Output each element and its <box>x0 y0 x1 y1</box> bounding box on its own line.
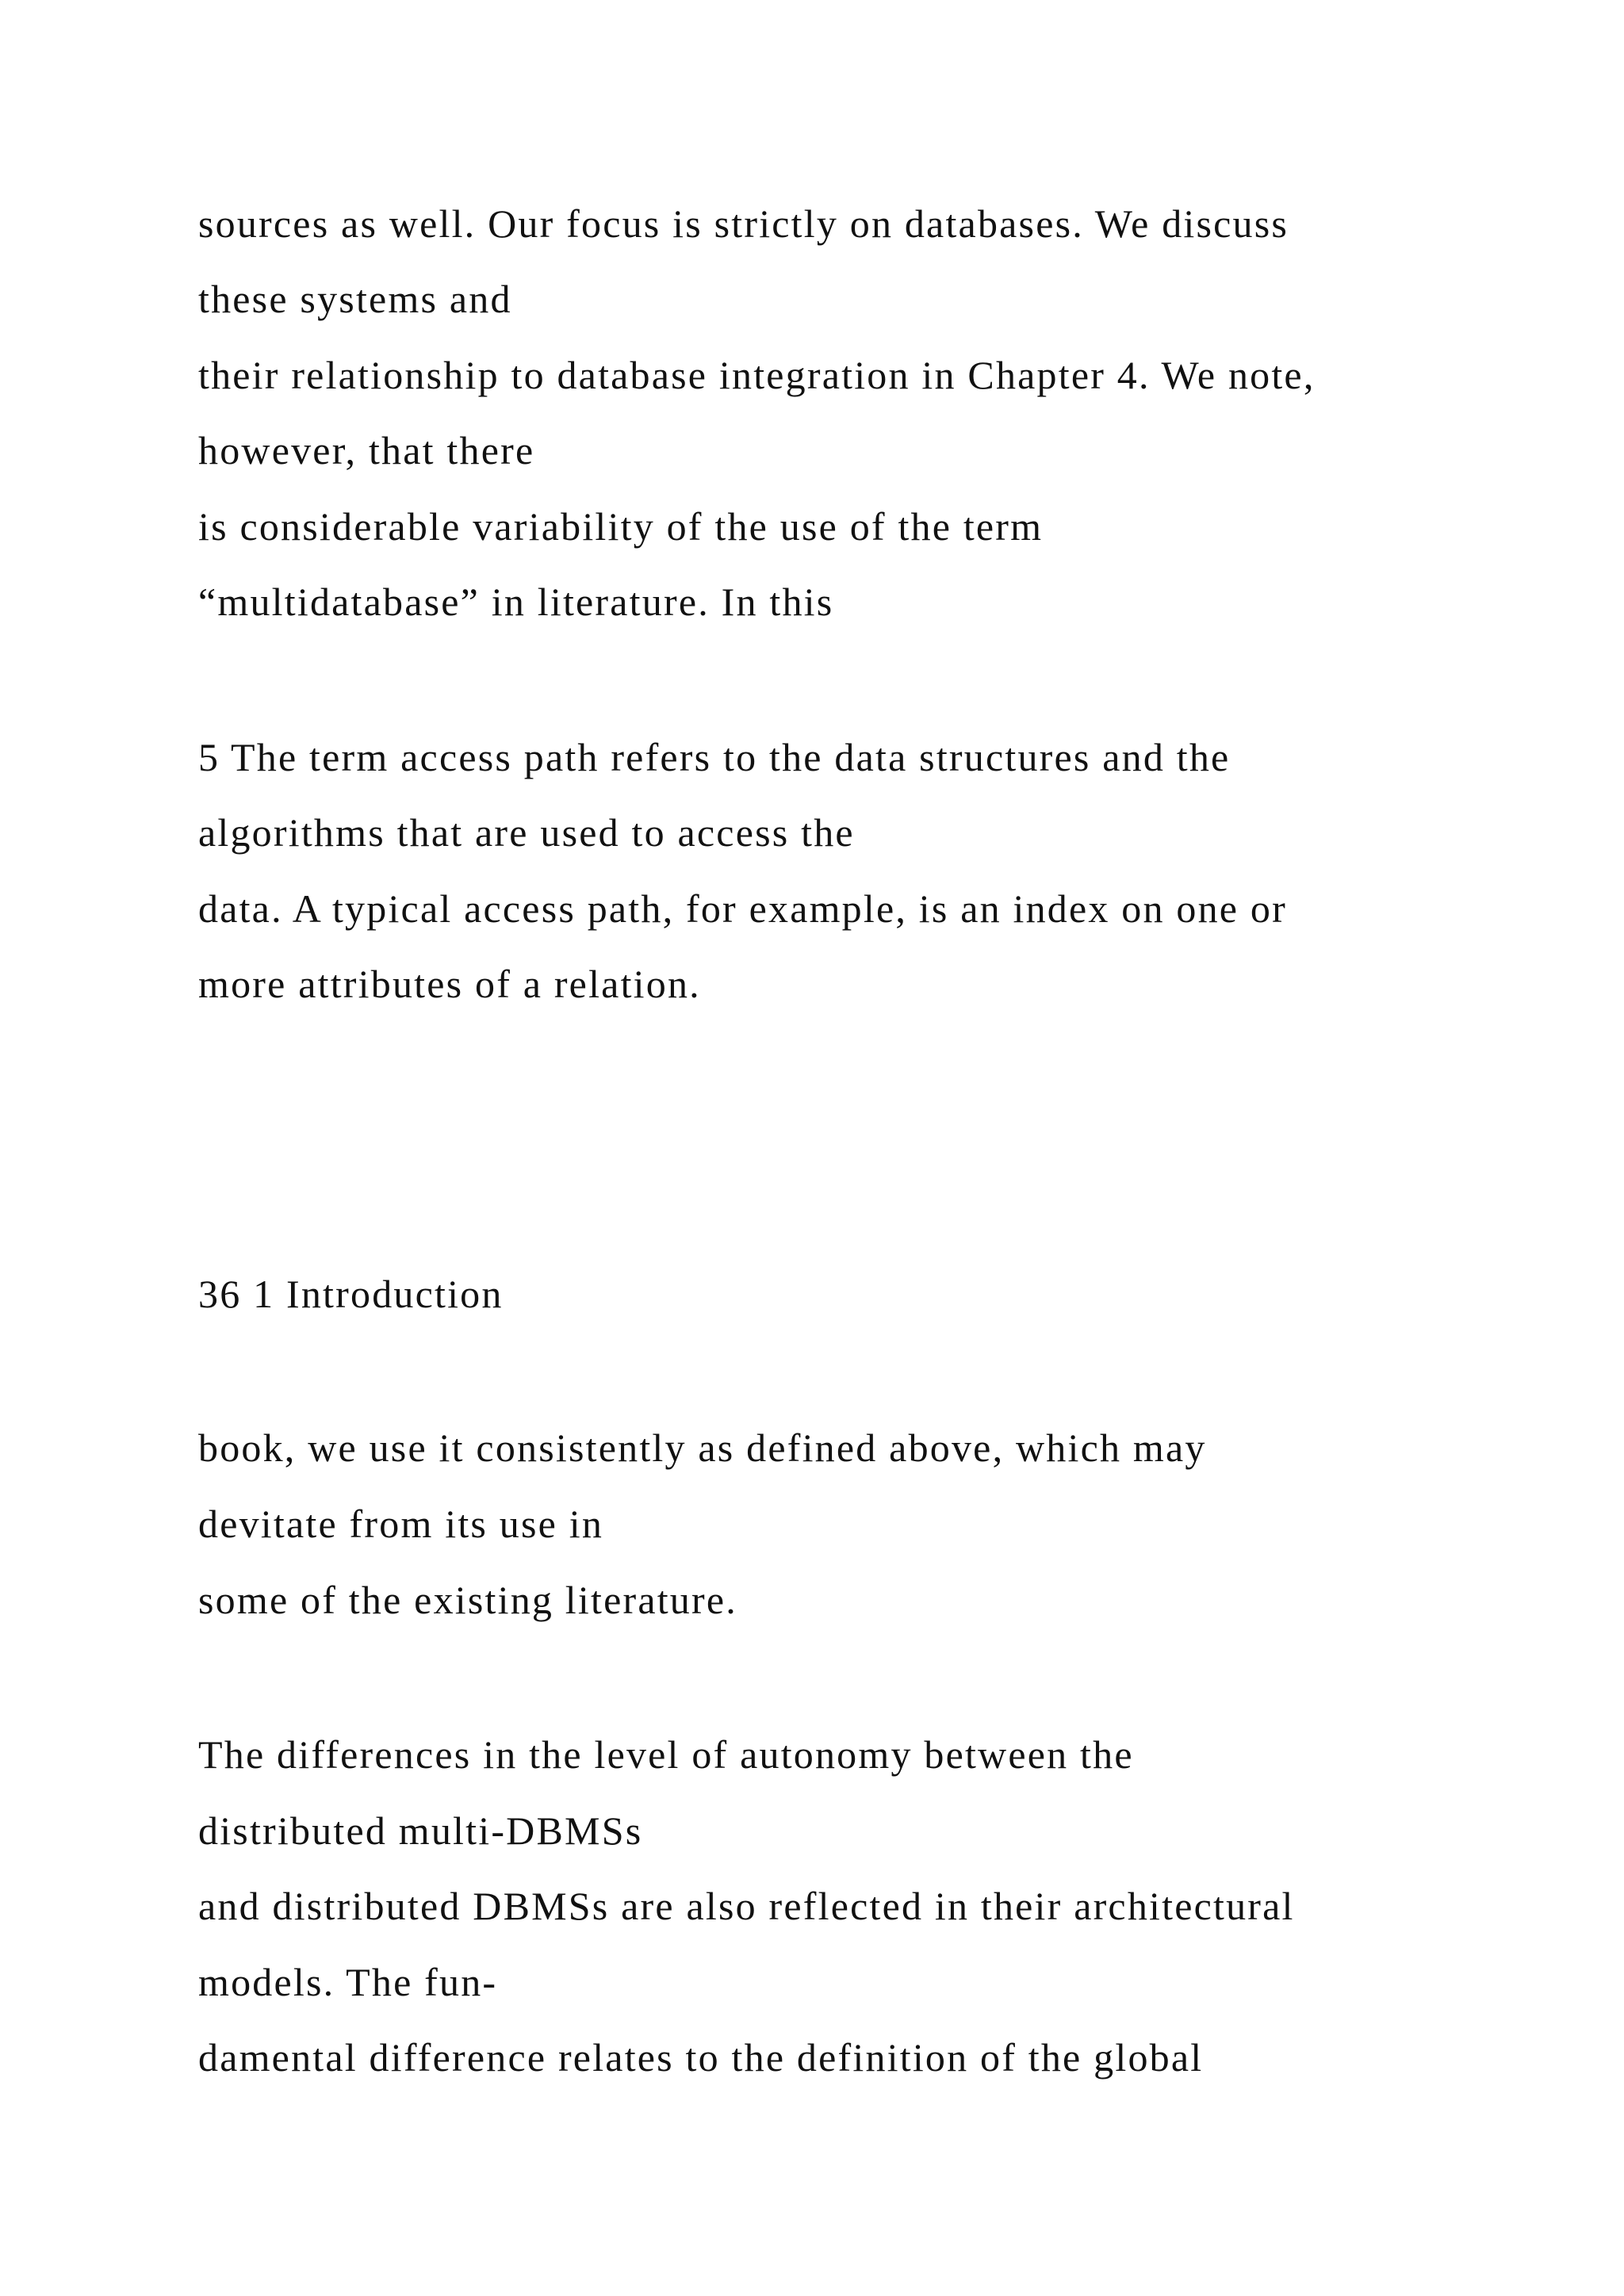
text-line: The differences in the level of autonomy between the <box>198 1732 1134 1777</box>
text-line: some of the existing literature. <box>198 1578 737 1622</box>
footnote-line: 5 The term access path refers to the data structures and the <box>198 735 1231 779</box>
footnote-line: more attributes of a relation. <box>198 962 701 1006</box>
text-line: is considerable variability of the use of the term <box>198 504 1044 549</box>
text-line: their relationship to database integration in Chapter 4. We note, <box>198 353 1316 397</box>
text-line: distributed multi-DBMSs <box>198 1808 643 1853</box>
footnote-line: algorithms that are used to access the <box>198 810 855 855</box>
text-line: book, we use it consistently as defined above, which may <box>198 1425 1207 1470</box>
footnote-line: data. A typical access path, for example, is an index on one or <box>198 886 1287 931</box>
text-line: these systems and <box>198 277 512 321</box>
running-header: 36 1 Introduction <box>198 1272 504 1316</box>
text-line: however, that there <box>198 428 535 473</box>
text-line: damental difference relates to the definition of the global <box>198 2035 1204 2080</box>
text-line: and distributed DBMSs are also reflected in their architectural <box>198 1884 1295 1928</box>
text-line: sources as well. Our focus is strictly on databases. We discuss <box>198 201 1289 246</box>
text-line: devitate from its use in <box>198 1502 604 1546</box>
text-line: models. The fun- <box>198 1960 498 2004</box>
text-line: “multidatabase” in literature. In this <box>198 580 834 624</box>
